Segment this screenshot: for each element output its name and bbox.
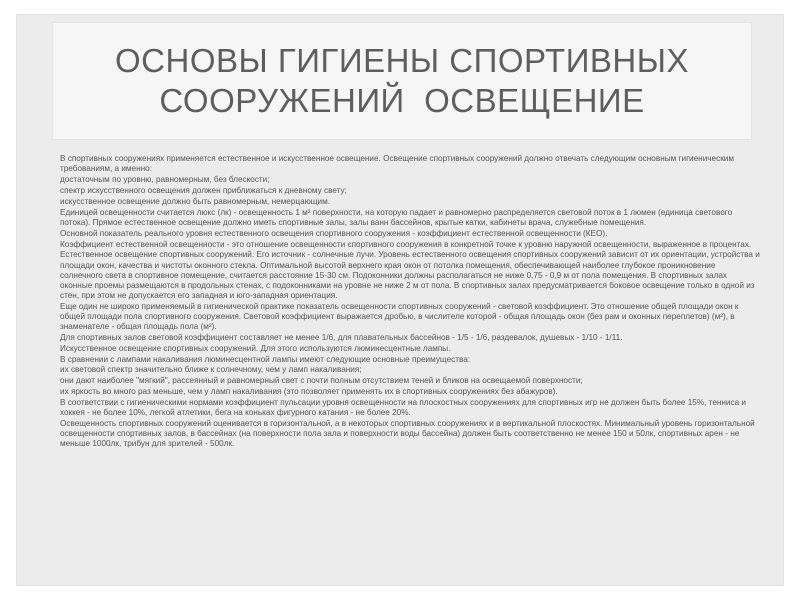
body-paragraph: Еще один не широко применяемый в гигиенической практике показатель освещенности спортивных сооружений - световой коэффициент. Это отношение общей площади окон к общей площади пола спортивного сооружения. Световой коэффициент выражается дробью, в числителе которой - общая площадь окон (без рам и оконных переплетов) (м²), в знаменателе - общая площадь пола (м²). [60, 301, 739, 331]
body-paragraph: они дают наиболее "мягкий", рассеянный и равномерный свет с почти полным отсутствием теней и бликов на освещаемой поверхности; [60, 376, 583, 386]
body-paragraph: Для спортивных залов световой коэффициент составляет не менее 1/6, для плавательных бассейнов - 1/5 - 1/6, раздевалок, душевых - 1/10 - 1/11. [60, 332, 623, 342]
slide-body [60, 154, 760, 584]
body-paragraph: Единицей освещенности считается люкс (лк) - освещенность 1 м² поверхности, на которую падает и равномерно распределяется световой поток в 1 люмен (единица светового потока). Прямое естественное освещение должно иметь спортивные залы, залы ванн бассейнов, крытые катки, кабинеты врача, служебные помещения. [60, 207, 733, 227]
slide-title-line-1: ОСНОВЫ ГИГИЕНЫ СПОРТИВНЫХ [115, 42, 689, 79]
body-paragraph: В сравнении с лампами накаливания люминесцентной лампы имеют следующие основные преимущества: [60, 354, 471, 364]
slide-title [115, 41, 689, 121]
body-paragraph: В спортивных сооружениях применяется естественное и искусственное освещение. Освещение спортивных сооружений должно отвечать следующим основным гигиеническим требованиям, а именно: [60, 154, 734, 174]
slide-title-line-2: СООРУЖЕНИЙ ОСВЕЩЕНИЕ [159, 82, 645, 119]
body-paragraph: достаточным по уровню, равномерным, без блескости; [60, 174, 270, 184]
body-paragraph: В соответствии с гигиеническими нормами коэффициент пульсации уровня освещенности на плоскостных сооружениях для спортивных игр не должен быть более 15%, тенниса и хоккея - не более 10%, легкой атлетики, бега на коньках фигурного катания - не более 20%. [60, 398, 746, 418]
body-paragraph: спектр искусственного освещения должен приближаться к дневному свету; [60, 185, 347, 195]
body-paragraph: Коэффициент естественной освещенности - это отношение освещенности спортивного сооружения в конкретной точке к уровню наружной освещенности, выраженное в процентах. [60, 239, 752, 249]
body-paragraph: их яркость во много раз меньше, чем у ламп накаливания (это позволяет применять их в спортивных сооружениях без абажуров). [60, 387, 558, 397]
body-paragraph: Основной показатель реального уровня естественного освещения спортивного сооружения - коэффициент естественной освещенности (КЕО). [60, 228, 608, 238]
body-paragraph: Освещенность спортивных сооружений оценивается в горизонтальной, а в некоторых спортивных сооружениях и в вертикальной плоскостях. Минимальный уровень горизонтальной освещенности спортивных залов, в бассейнах (на поверхности пола зала и поверхности воды бассейна) должен быть соответственно не менее 150 и 50лк, спортивных арен - не меньше 1000лк, трибун для зрителей - 500лк. [60, 419, 755, 449]
body-paragraph: их световой спектр значительно ближе к солнечному, чем у ламп накаливания; [60, 365, 362, 375]
body-paragraph: искусственное освещение должно быть равномерным, немерцающим. [60, 196, 330, 206]
body-paragraph: Естественное освещение спортивных сооружений. Его источник - солнечные лучи. Уровень естественного освещения спортивных сооружений зависит от их ориентации, устройства и площади окон, качества и чистоты оконного стекла. Оптимальной высотой верхнего края окон от потолка помещения, обеспечивающей наиболее глубокое проникновение солнечного света в спортивное помещение, считается расстояние 15-30 см. Подоконники должны располагаться не ниже 0,75 - 0,9 м от пола помещения. В спортивных залах оконные проемы размещаются в продольных стенах, с подоконниками на уровне не ниже 2 м от пола. В спортивных залах предусматривается боковое освещение только в одной из стен, при этом не допускается его западная и юго-западная ориентация. [60, 250, 760, 300]
body-paragraph: Искусственное освещение спортивных сооружений. Для этого используются люминесцентные лампы. [60, 343, 451, 353]
title-box [52, 22, 752, 140]
